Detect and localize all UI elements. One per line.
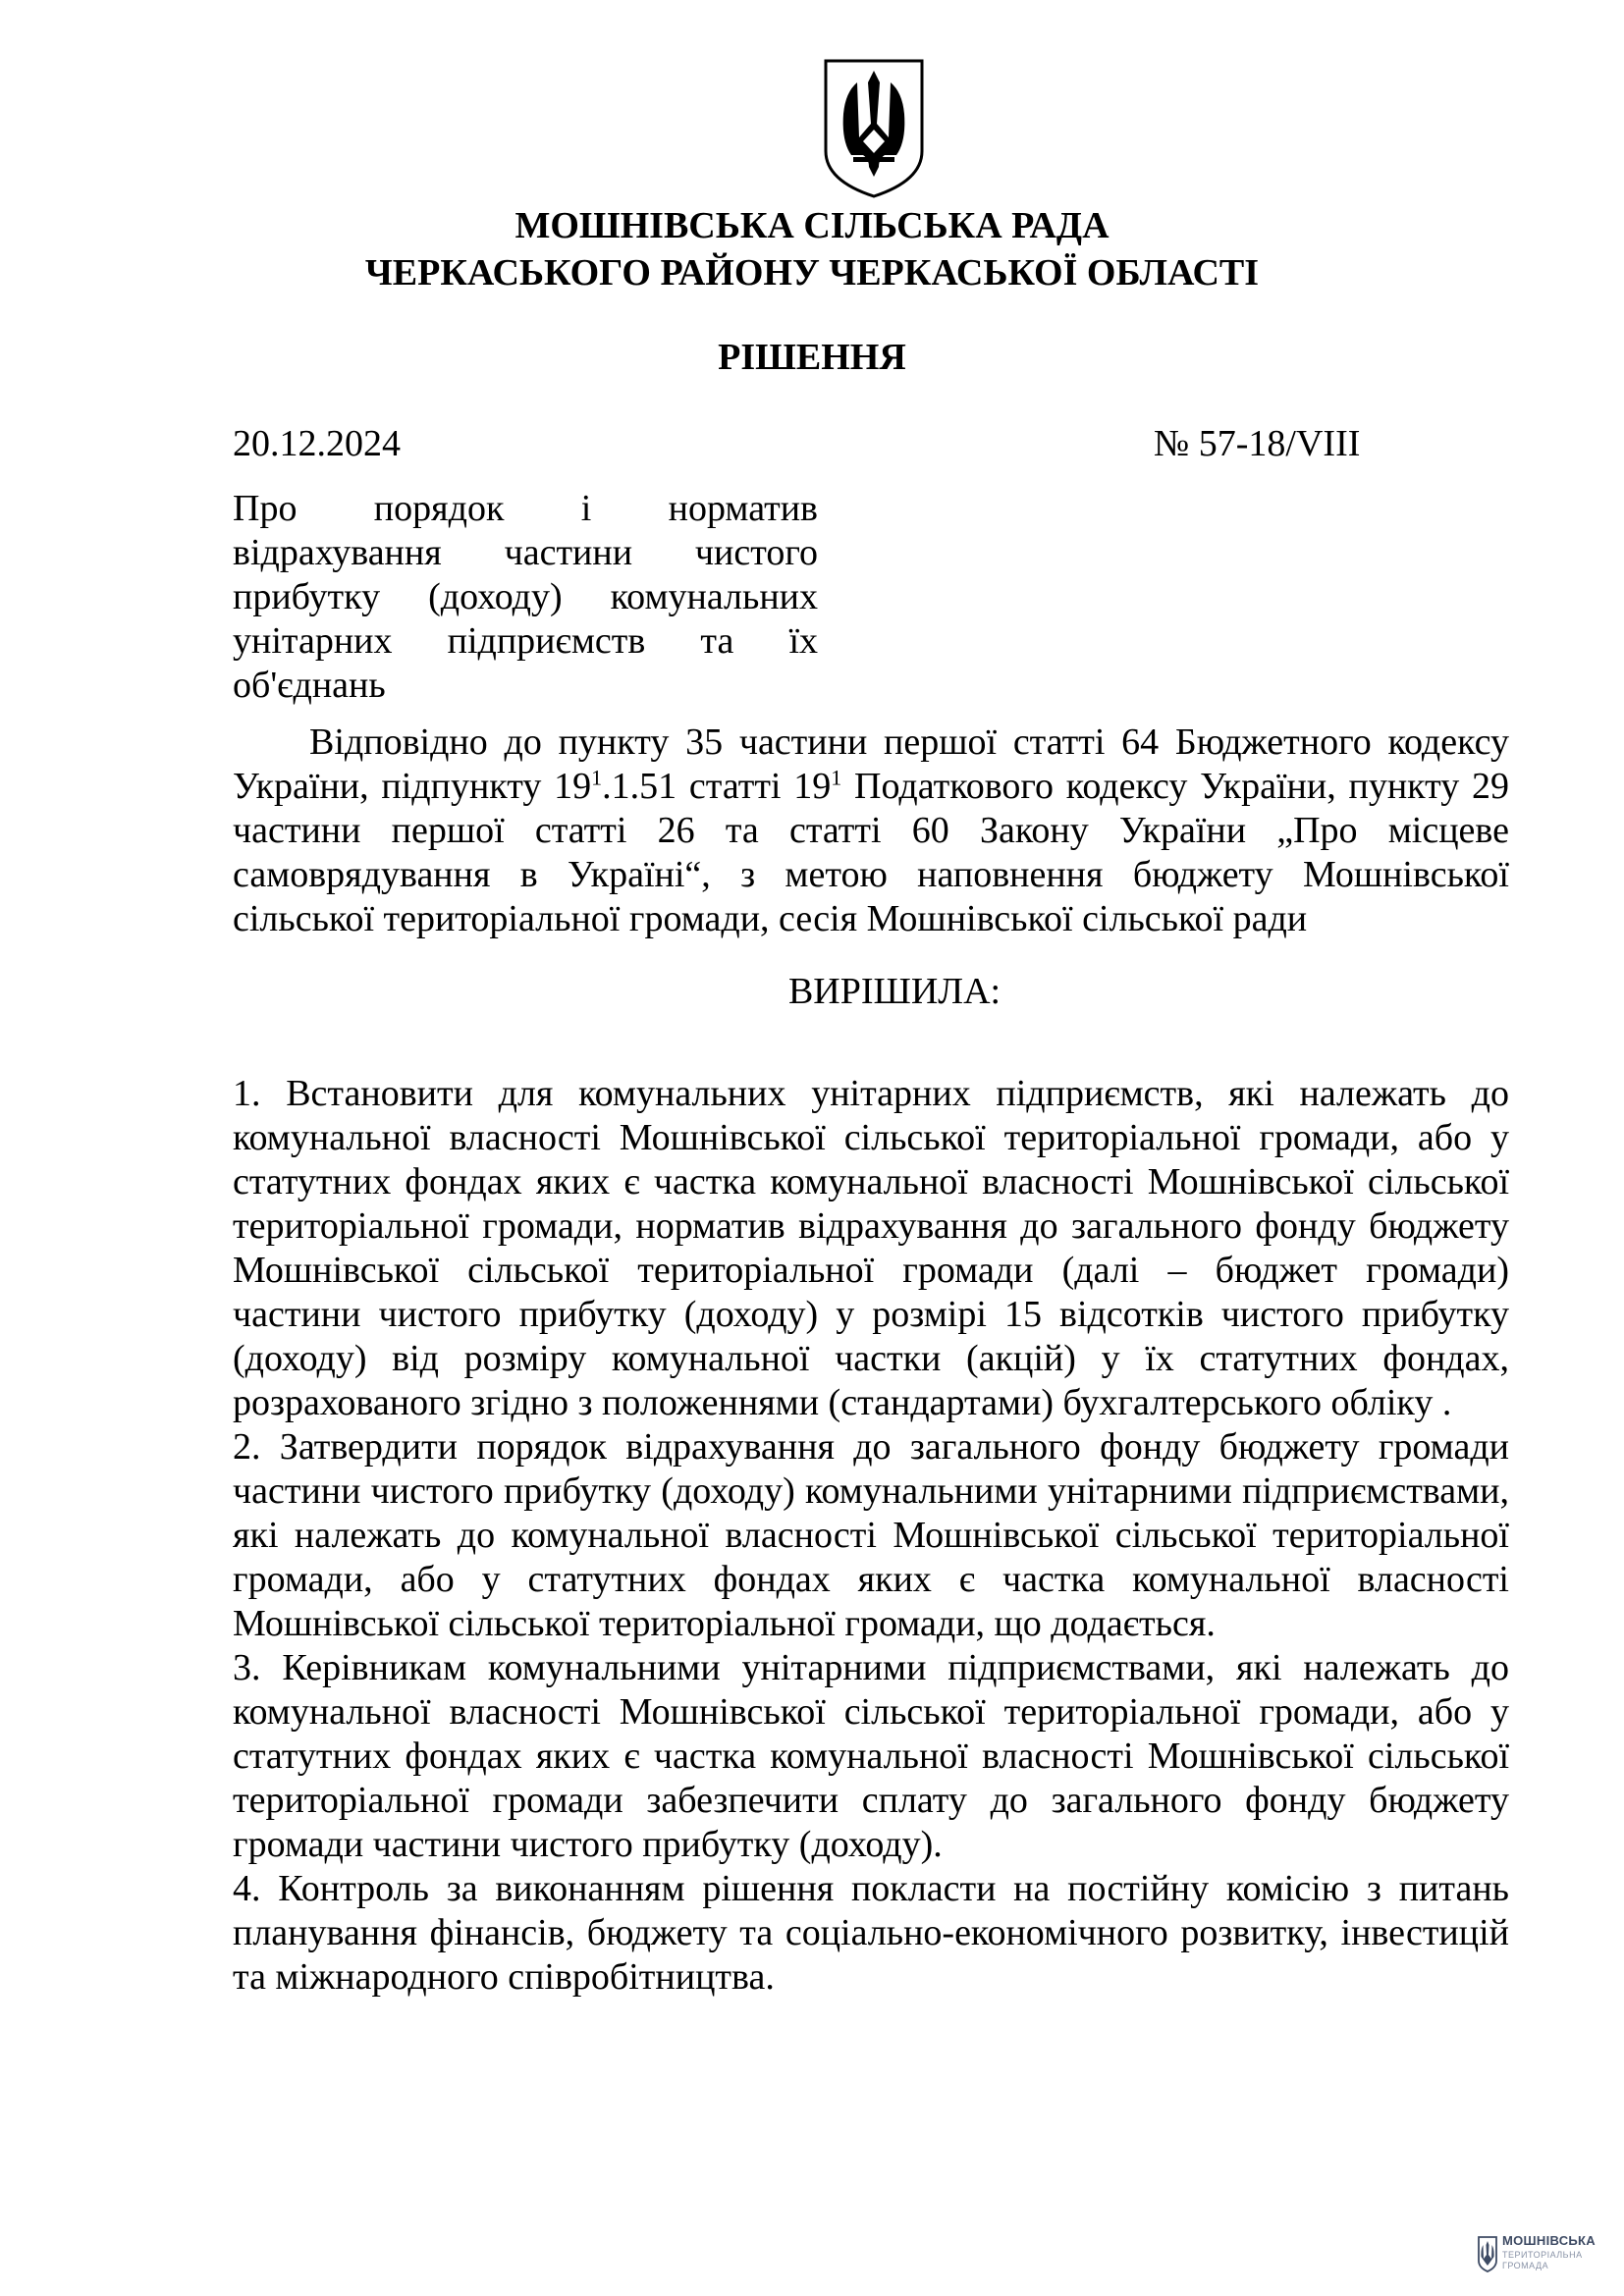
brand-line-1: МОШНІВСЬКА xyxy=(1502,2233,1596,2248)
preamble-part-1: Відповідно до пункту 35 частини першої статті 64 Бюджетного кодексу України, підпункту 19 xyxy=(233,721,1509,807)
brand-line-2: ТЕРИТОРІАЛЬНА xyxy=(1502,2250,1583,2260)
preamble-part-3: Податкового кодексу України, пункту 29 частини першої статті 26 та статті 60 Закону України „Про місцеве самоврядування в Україні“, з метою наповнення бюджету Мошнівської сільської територіальної громади, сесія Мошнівської сільської ради xyxy=(233,766,1509,939)
resolved-heading: ВИРІШИЛА: xyxy=(787,971,1001,1012)
decision-item: 2. Затвердити порядок відрахування до загального фонду бюджету громади частини чистого прибутку (доходу) комунальними унітарними підприємствами, які належать до комунальної власності Мошнівської сільської територіальної громади, або у статутних фондах яких є частка комунальної власності Мошнівської сільської територіальної громади, що додається. xyxy=(233,1426,1509,1644)
preamble-part-2: .1.51 статті 19 xyxy=(602,766,832,807)
brand-line-3: ГРОМАДА xyxy=(1502,2261,1549,2270)
decision-number: № 57-18/VIII xyxy=(1154,423,1361,464)
community-shield-icon xyxy=(1477,2235,1498,2272)
decision-item: 1. Встановити для комунальних унітарних підприємств, які належать до комунальної власності Мошнівської сільської територіальної громади, або у статутних фондах яких є частка комунальної власності Мошнівської сільської територіальної громади, норматив відрахування до загального фонду бюджету Мошнівської сільської територіальної громади (далі – бюджет громади) частини чистого прибутку (доходу) у розмірі 15 відсотків чистого прибутку (доходу) від розміру комунальної частки (акцій) у їх статутних фондах, розрахованого згідно з положеннями (стандартами) бухгалтерського обліку . xyxy=(233,1073,1509,1423)
document-type-title: РІШЕННЯ xyxy=(718,337,906,378)
council-name: МОШНІВСЬКА СІЛЬСЬКА РАДА xyxy=(514,205,1110,246)
decision-date: 20.12.2024 xyxy=(233,423,401,464)
decision-item: 3. Керівникам комунальними унітарними підприємствами, які належать до комунальної власності Мошнівської сільської територіальної громади, або у статутних фондах яких є частка комунальної власності Мошнівської сільської територіальної громади забезпечити сплату до загального фонду бюджету громади частини чистого прибутку (доходу). xyxy=(233,1647,1509,1865)
council-district: ЧЕРКАСЬКОГО РАЙОНУ ЧЕРКАСЬКОЇ ОБЛАСТІ xyxy=(364,252,1260,294)
decision-subject: Про порядок і норматив відрахування частини чистого прибутку (доходу) комунальних унітарних підприємств та їх об'єднань xyxy=(233,488,818,706)
preamble-paragraph xyxy=(233,721,1509,941)
tryzub-coat-of-arms-icon xyxy=(820,57,928,200)
decision-item: 4. Контроль за виконанням рішення покласти на постійну комісію з питань планування фінансів, бюджету та соціально-економічного розвитку, інвестицій та міжнародного співробітництва. xyxy=(233,1868,1509,1998)
community-brand-logo xyxy=(1477,2233,1596,2276)
superscript-2: 1 xyxy=(831,765,842,790)
superscript-1: 1 xyxy=(591,765,603,790)
decision-items xyxy=(233,1072,1509,2000)
